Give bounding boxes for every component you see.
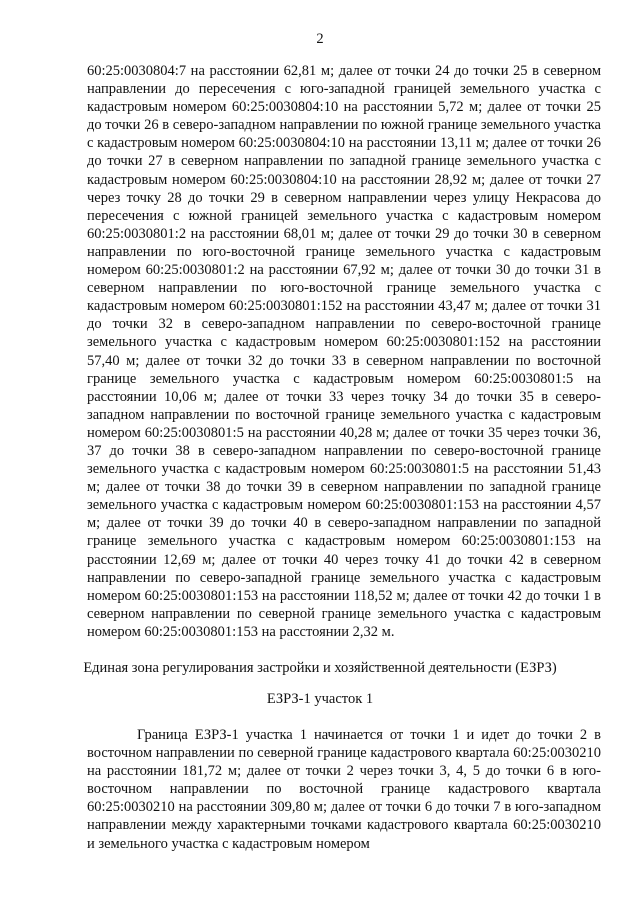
page-number: 2	[316, 31, 324, 47]
boundary-description-continued: 60:25:0030804:7 на расстоянии 62,81 м; далее от точки 24 до точки 25 в северном направлении до пересечения с юго-западной границей земельного участка с кадастровым номером 60:25:0030804:10 на расстоянии 5,72 м; далее от точки 25 до точки 26 в северо-западном направлении по южной границе земельного участка с кадастровым номером 60:25:0030804:10 на расстоянии 13,11 м; далее от точки 26 до точки 27 в северном направлении по западной границе земельного участка с кадастровым номером 60:25:0030804:10 на расстоянии 28,92 м; далее от точки 27 через точку 28 до точки 29 в северном направлении через улицу Некрасова до пересечения с южной границей земельного участка с кадастровым номером 60:25:0030801:2 на расстоянии 68,01 м; далее от точки 29 до точки 30 в северном направлении по юго-восточной границе земельного участка с кадастровым номером 60:25:0030801:2 на расстоянии 67,92 м; далее от точки 30 до точки 31 в северном направлении по юго-восточной границе земельного участка с кадастровым номером 60:25:0030801:152 на расстоянии 43,47 м; далее от точки 31 до точки 32 в северо-западном направлении по северо-восточной границе земельного участка с кадастровым номером 60:25:0030801:152 на расстоянии 57,40 м; далее от точки 32 до точки 33 в северном направлении по восточной границе земельного участка с кадастровым номером 60:25:0030801:5 на расстоянии 10,06 м; далее от точки 33 через точку 34 до точки 35 в северо-западном направлении по восточной границе земельного участка с кадастровым номером 60:25:0030801:5 на расстоянии 40,28 м; далее от точки 35 через точки 36, 37 до точки 38 в северо-западном направлении по северо-восточной границе земельного участка с кадастровым номером 60:25:0030801:5 на расстоянии 51,43 м; далее от точки 38 до точки 39 в северном направлении по западной границе земельного участка с кадастровым номером 60:25:0030801:153 на расстоянии 4,57 м; далее от точки 39 до точки 40 в северо-западном направлении по западной границе земельного участка с кадастровым номером 60:25:0030801:153 на расстоянии 12,69 м; далее от точки 40 через точку 41 до точки 42 в северном направлении по северо-западной границе земельного участка с кадастровым номером 60:25:0030801:153 на расстоянии 118,52 м; далее от точки 42 до точки 1 в северном направлении по северной границе земельного участка с кадастровым номером 60:25:0030801:153 на расстоянии 2,32 м.	[87, 63, 601, 640]
subsection-title: ЕЗРЗ-1 участок 1	[266, 691, 374, 707]
section-title: Единая зона регулирования застройки и хозяйственной деятельности (ЕЗРЗ)	[83, 660, 557, 676]
ezrz1-boundary-description: Граница ЕЗРЗ-1 участка 1 начинается от точки 1 и идет до точки 2 в восточном направлении по северной границе кадастрового квартала 60:25:0030210 на расстоянии 181,72 м; далее от точки 2 через точки 3, 4, 5 до точки 6 в юго-восточном направлении по восточной границе кадастрового квартала 60:25:0030210 на расстоянии 309,80 м; далее от точки 6 до точки 7 в юго-западном направлении между характерными точками кадастрового квартала 60:25:0030210 и земельного участка с кадастровым номером	[87, 727, 601, 852]
